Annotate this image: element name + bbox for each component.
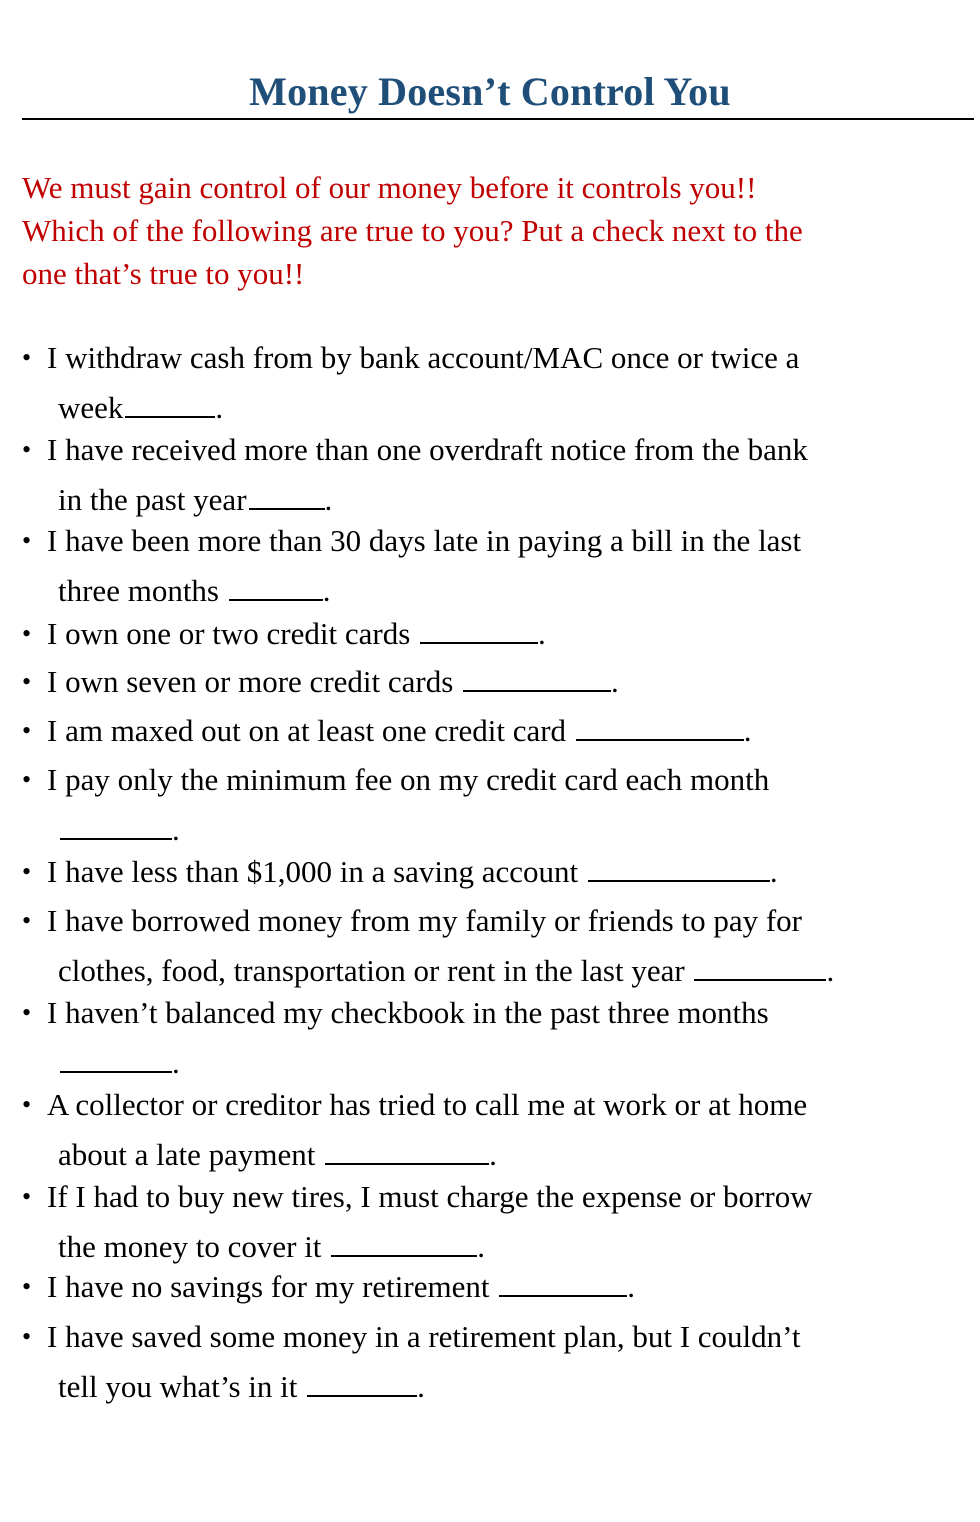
item-text (47, 1085, 807, 1125)
bullet-icon: • (22, 619, 32, 648)
period: . (489, 1137, 497, 1172)
period: . (477, 1229, 485, 1264)
bullet-icon: • (22, 998, 32, 1027)
item-text-line2: week (58, 390, 124, 425)
item-text-line1: I pay only the minimum fee on my credit card each month (47, 762, 770, 797)
item-text (47, 711, 752, 751)
item-text-line1: I have saved some money in a retirement plan, but I couldn’t (47, 1319, 801, 1354)
bullet-icon: • (22, 1090, 32, 1119)
item-text-continuation (58, 1227, 485, 1267)
bullet-icon: • (22, 716, 32, 745)
item-text-line1: I have no savings for my retirement (47, 1269, 498, 1304)
item-text-line1: I haven’t balanced my checkbook in the past three months (47, 995, 769, 1030)
item-text-line1: I withdraw cash from by bank account/MAC once or twice a (47, 340, 800, 375)
item-text-line2: in the past year (58, 482, 247, 517)
bullet-icon: • (22, 906, 32, 935)
item-text-continuation (58, 1135, 497, 1175)
page-title: Money Doesn’t Control You (249, 69, 731, 114)
item-text (47, 1317, 801, 1357)
item-text (47, 901, 802, 941)
item-text-continuation (58, 571, 331, 611)
check-blank[interactable] (499, 1269, 627, 1297)
check-blank[interactable] (249, 482, 325, 510)
bullet-icon: • (22, 343, 32, 372)
item-text-line1: I have been more than 30 days late in paying a bill in the last (47, 523, 802, 558)
item-text-line1: I have less than $1,000 in a saving account (47, 854, 586, 889)
bullet-icon: • (22, 526, 32, 555)
item-text (47, 662, 619, 702)
period: . (417, 1369, 425, 1404)
period: . (324, 482, 333, 517)
item-text-line2: about a late payment (58, 1137, 324, 1172)
period: . (627, 1269, 635, 1304)
check-blank[interactable] (694, 953, 826, 981)
period: . (743, 713, 752, 748)
item-text-line1: I own seven or more credit cards (47, 664, 462, 699)
item-text-line2: three months (58, 573, 227, 608)
check-blank[interactable] (331, 1229, 477, 1257)
check-blank[interactable] (576, 713, 744, 741)
item-text-line1: I have received more than one overdraft notice from the bank (47, 432, 808, 467)
check-blank[interactable] (60, 812, 172, 840)
bullet-icon: • (22, 1322, 32, 1351)
period: . (215, 390, 224, 425)
intro-line: We must gain control of our money before it controls you!! (22, 170, 757, 205)
check-blank[interactable] (463, 664, 611, 692)
check-blank[interactable] (229, 573, 323, 601)
item-text (47, 338, 799, 378)
check-blank[interactable] (125, 390, 215, 418)
bullet-icon: • (22, 1272, 32, 1301)
item-text-continuation (58, 810, 180, 850)
intro-instructions (22, 166, 962, 295)
check-blank[interactable] (588, 854, 770, 882)
item-text-line1: I have borrowed money from my family or friends to pay for (47, 903, 802, 938)
item-text-continuation (58, 951, 834, 991)
bullet-icon: • (22, 765, 32, 794)
period: . (538, 616, 546, 651)
item-text (47, 760, 769, 800)
item-text-continuation (58, 388, 223, 428)
item-text-line1: If I had to buy new tires, I must charge the expense or borrow (47, 1179, 813, 1214)
item-text-continuation (58, 1367, 425, 1407)
item-text (47, 852, 778, 892)
item-text-continuation (58, 480, 332, 520)
intro-line: one that’s true to you!! (22, 256, 305, 291)
check-blank[interactable] (307, 1369, 417, 1397)
period: . (826, 953, 835, 988)
item-text-line2: tell you what’s in it (58, 1369, 306, 1404)
item-text (47, 993, 769, 1033)
item-text-continuation (58, 1043, 180, 1083)
check-blank[interactable] (60, 1045, 172, 1073)
bullet-icon: • (22, 857, 32, 886)
item-text-line2: the money to cover it (58, 1229, 330, 1264)
period: . (769, 854, 778, 889)
period: . (172, 1045, 180, 1080)
check-blank[interactable] (420, 616, 538, 644)
item-text (47, 614, 546, 654)
item-text (47, 1267, 635, 1307)
bullet-icon: • (22, 435, 32, 464)
period: . (172, 812, 180, 847)
period: . (611, 664, 619, 699)
item-text (47, 430, 808, 470)
period: . (322, 573, 331, 608)
item-text-line1: A collector or creditor has tried to call me at work or at home (47, 1087, 808, 1122)
item-text-line1: I own one or two credit cards (47, 616, 419, 651)
item-text-line1: I am maxed out on at least one credit card (47, 713, 574, 748)
bullet-icon: • (22, 667, 32, 696)
bullet-icon: • (22, 1182, 32, 1211)
item-text (47, 521, 801, 561)
intro-line: Which of the following are true to you? Put a check next to the (22, 213, 803, 248)
item-text (47, 1177, 813, 1217)
check-blank[interactable] (325, 1137, 489, 1165)
item-text-line2: clothes, food, transportation or rent in the last year (58, 953, 693, 988)
title-underline (22, 118, 974, 120)
